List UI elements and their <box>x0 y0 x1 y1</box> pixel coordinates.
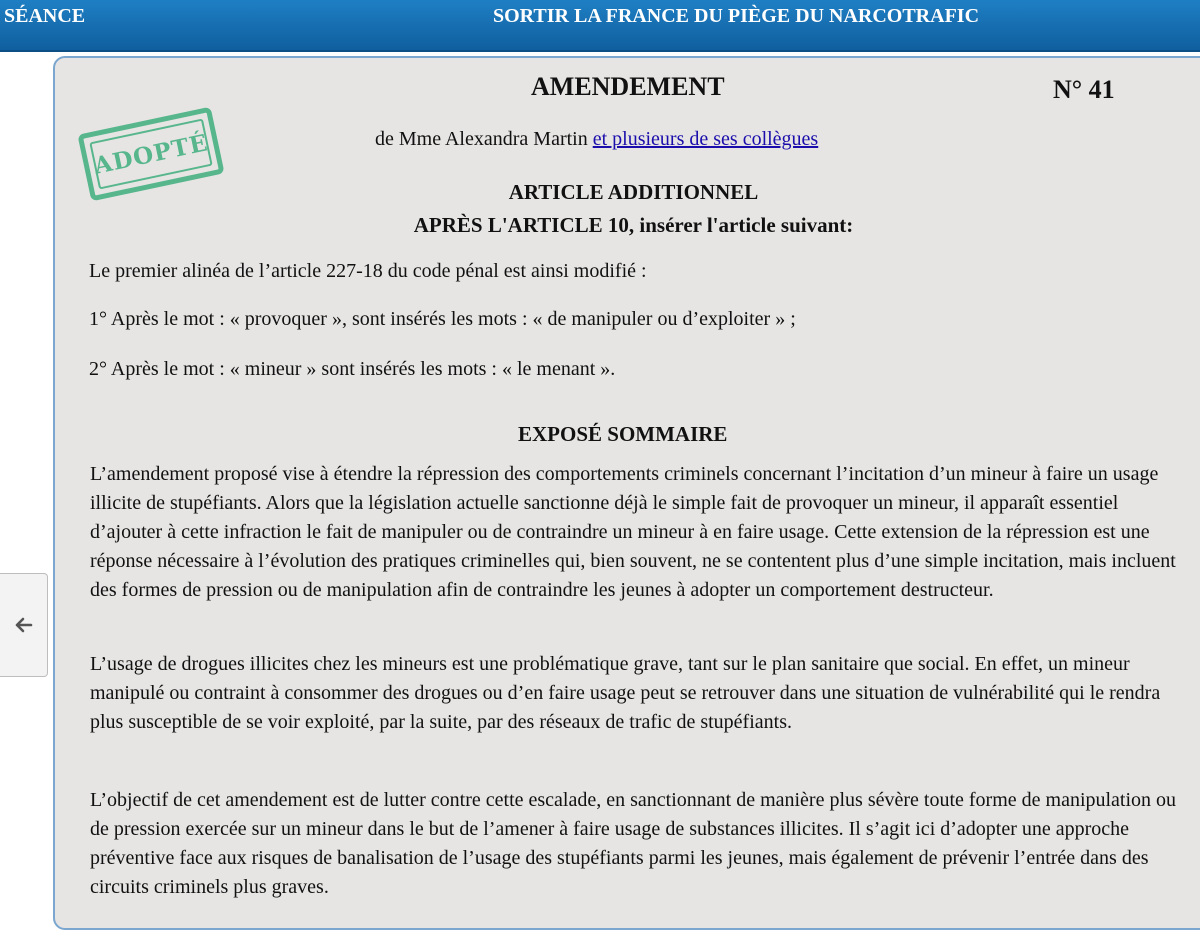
section-label: SÉANCE <box>4 5 86 27</box>
amendment-number: N° 41 <box>1053 75 1115 104</box>
arrow-left-icon <box>15 617 33 633</box>
previous-page-button[interactable] <box>0 573 48 677</box>
top-header-bar <box>0 0 1200 52</box>
expose-paragraph: L’usage de drogues illicites chez les mineurs est une problématique grave, tant sur le plan sanitaire que social. En effet, un mineur manipulé ou contraint à consommer des drogues ou d’en faire usage peut se retrouver dans une situation de vulnérabilité qui le rendra plus susceptible de se voir exploité, par la suite, par des réseaux de trafic de stupéfiants. <box>90 653 1161 733</box>
amendment-heading: AMENDEMENT <box>531 72 725 101</box>
stamp-label: ADOPTÉ <box>91 128 211 180</box>
article-title: ARTICLE ADDITIONNEL <box>508 180 759 204</box>
document-title: SORTIR LA FRANCE DU PIÈGE DU NARCOTRAFIC <box>493 5 980 27</box>
expose-paragraph: L’objectif de cet amendement est de lutter contre cette escalade, en sanctionnant de manière plus sévère toute forme de manipulation ou de pression exercée sur un mineur dans le but de l’amener à faire usage de substances illicites. Il s’agit ici d’adopter une approche préventive face aux risques de banalisation de l’usage des stupéfiants parmi les jeunes, mais également de prévenir l’entrée dans des circuits criminels plus graves. <box>90 789 1177 898</box>
authors-prefix: de Mme Alexandra Martin <box>375 128 588 150</box>
amendment-body-paragraph: 2° Après le mot : « mineur » sont insérés les mots : « le menant ». <box>89 358 616 380</box>
amendment-body-paragraph: Le premier alinéa de l’article 227-18 du code pénal est ainsi modifié : <box>89 260 647 282</box>
expose-sommaire-heading: EXPOSÉ SOMMAIRE <box>518 422 728 446</box>
expose-paragraph: L’amendement proposé vise à étendre la répression des comportements criminels concernant l’incitation d’un mineur à faire un usage illicite de stupéfiants. Alors que la législation actuelle sanctionne déjà le simple fait de provoquer un mineur, il apparaît essentiel d’ajouter à cette infraction le fait de manipuler ou de contraindre un mineur à en faire usage. Cette extension de la répression est une réponse nécessaire à l’évolution des pratiques criminelles qui, bien souvent, ne se contentent plus d’une simple incitation, mais incluent des formes de pression ou de manipulation afin de contraindre les jeunes à adopter un comportement destructeur. <box>90 463 1176 601</box>
co-authors-link[interactable]: et plusieurs de ses collègues <box>592 128 819 150</box>
article-insert-instruction: APRÈS L'ARTICLE 10, insérer l'article suivant: <box>413 213 854 237</box>
amendment-body-paragraph: 1° Après le mot : « provoquer », sont insérés les mots : « de manipuler ou d’exploiter » ; <box>89 308 796 330</box>
authors-line <box>375 128 818 151</box>
